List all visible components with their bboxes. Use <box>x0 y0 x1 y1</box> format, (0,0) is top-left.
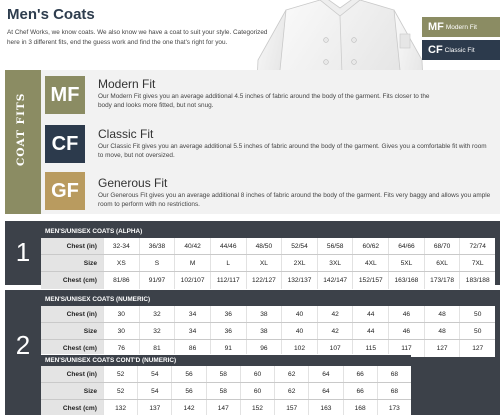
table-cell: 96 <box>246 340 282 357</box>
table-cell: 3XL <box>317 255 353 271</box>
table-cell: 48 <box>424 306 460 322</box>
generous-fit-title: Generous Fit <box>98 176 168 190</box>
modern-fit-description <box>98 77 438 110</box>
table-cell: 117 <box>388 340 424 357</box>
table-cell: 38 <box>246 323 282 339</box>
table-cell: 81 <box>139 340 175 357</box>
table-cell: 66 <box>343 383 377 399</box>
table-cell: 62 <box>274 383 308 399</box>
numeric-size-table <box>41 294 495 357</box>
table-cell: 81/86 <box>103 272 139 289</box>
page-title: Men's Coats <box>7 6 95 23</box>
table-cell: 102/107 <box>174 272 210 289</box>
modern-fit-badge: MF <box>45 76 85 114</box>
classic-fit-title: Classic Fit <box>98 127 154 141</box>
table-cell: 56/58 <box>317 238 353 254</box>
table-cell: 58 <box>206 366 240 382</box>
table-cell: 68/70 <box>424 238 460 254</box>
coat-fits-label: COAT FITS <box>15 92 27 166</box>
table-cell: 56 <box>171 366 205 382</box>
table-cell: 173 <box>377 400 411 415</box>
modern-fit-tag-abbr: MF <box>428 21 444 33</box>
table-cell: 32-34 <box>103 238 139 254</box>
row-label: Size <box>41 323 103 339</box>
table-row <box>41 272 495 289</box>
table-cell: 36 <box>210 306 246 322</box>
generous-fit-badge: GF <box>45 172 85 210</box>
table-cell: 68 <box>377 366 411 382</box>
table-row <box>41 255 495 272</box>
table-cell: 44/46 <box>210 238 246 254</box>
table-cell: 72/74 <box>459 238 495 254</box>
table-cell: 36/38 <box>139 238 175 254</box>
table-cell: XL <box>246 255 282 271</box>
table-cell: 52 <box>103 383 137 399</box>
table-cell: 173/178 <box>424 272 460 289</box>
table-cell: 54 <box>137 383 171 399</box>
table-cell: 127 <box>424 340 460 357</box>
table-cell: 5XL <box>388 255 424 271</box>
table-cell: 6XL <box>424 255 460 271</box>
table-row <box>41 366 411 383</box>
table-cell: 58 <box>206 383 240 399</box>
table-cell: 48 <box>424 323 460 339</box>
classic-fit-badge: CF <box>45 125 85 163</box>
table-row <box>41 238 495 255</box>
alpha-size-table <box>41 226 495 289</box>
table-cell: 64/66 <box>388 238 424 254</box>
table-cell: S <box>139 255 175 271</box>
table-cell: 40 <box>281 323 317 339</box>
classic-fit-tag-name: Classic Fit <box>444 46 475 54</box>
modern-fit-title: Modern Fit <box>98 77 156 91</box>
table-cell: 102 <box>281 340 317 357</box>
row-label: Size <box>41 383 103 399</box>
table-cell: 163/168 <box>388 272 424 289</box>
table-row <box>41 400 411 415</box>
table-title: MEN'S/UNISEX COATS (ALPHA) <box>41 226 495 238</box>
table-cell: 122/127 <box>246 272 282 289</box>
table-cell: 52/54 <box>281 238 317 254</box>
table-cell: 68 <box>377 383 411 399</box>
row-label: Chest (cm) <box>41 400 103 415</box>
table-cell: 132/137 <box>281 272 317 289</box>
table-cell: 60 <box>240 366 274 382</box>
section-number: 2 <box>15 330 31 360</box>
table-cell: 42 <box>317 306 353 322</box>
table-cell: 168 <box>343 400 377 415</box>
table-row <box>41 383 411 400</box>
table-cell: 60 <box>240 383 274 399</box>
table-cell: 44 <box>352 323 388 339</box>
table-cell: 137 <box>137 400 171 415</box>
table-cell: 115 <box>352 340 388 357</box>
table-cell: 152 <box>240 400 274 415</box>
table-cell: 50 <box>459 306 495 322</box>
table-title: MEN'S/UNISEX COATS (NUMERIC) <box>41 294 495 306</box>
row-label: Chest (in) <box>41 306 103 322</box>
generous-fit-text: Our Generous Fit gives you an average additional 8 inches of fabric around the body of the garment. Fits very baggy and allows you ample room to perform with no restrictions. <box>98 192 491 208</box>
table-row <box>41 323 495 340</box>
table-cell: 132 <box>103 400 137 415</box>
table-cell: 127 <box>459 340 495 357</box>
table-cell: 30 <box>103 323 139 339</box>
row-label: Chest (cm) <box>41 340 103 357</box>
modern-fit-tag-name: Modern Fit <box>445 23 477 31</box>
table-cell: 86 <box>174 340 210 357</box>
classic-fit-text: Our Classic Fit gives you an average additional 5.5 inches of fabric around the body of the garment. Gives you a comfortable fit with room to move, but not oversized. <box>98 143 487 159</box>
table-cell: 32 <box>139 323 175 339</box>
modern-fit-tag <box>422 17 500 37</box>
table-cell: 38 <box>246 306 282 322</box>
table-cell: 34 <box>174 306 210 322</box>
table-cell: 32 <box>139 306 175 322</box>
generous-fit-description <box>98 176 493 209</box>
table-cell: 64 <box>308 383 342 399</box>
table-cell: 40 <box>281 306 317 322</box>
table-cell: 60/62 <box>352 238 388 254</box>
table-cell: 107 <box>317 340 353 357</box>
table-cell: M <box>174 255 210 271</box>
table-cell: 40/42 <box>174 238 210 254</box>
table-cell: 142 <box>171 400 205 415</box>
table-body <box>41 306 495 357</box>
table-cell: 56 <box>171 383 205 399</box>
table-cell: 142/147 <box>317 272 353 289</box>
table-cell: 163 <box>308 400 342 415</box>
table-cell: L <box>210 255 246 271</box>
table-cell: 157 <box>274 400 308 415</box>
table-cell: 4XL <box>352 255 388 271</box>
table-cell: 152/157 <box>352 272 388 289</box>
table-cell: 147 <box>206 400 240 415</box>
table-cell: 46 <box>388 306 424 322</box>
row-label: Chest (cm) <box>41 272 103 289</box>
table-cell: 91/97 <box>139 272 175 289</box>
table-cell: 2XL <box>281 255 317 271</box>
row-label: Chest (in) <box>41 238 103 254</box>
classic-fit-tag <box>422 40 500 60</box>
table-cell: 66 <box>343 366 377 382</box>
numeric-contd-size-table <box>41 354 411 415</box>
table-cell: 30 <box>103 306 139 322</box>
section-number: 1 <box>15 237 31 267</box>
table-cell: 54 <box>137 366 171 382</box>
table-title: MEN'S/UNISEX COATS CONT'D (NUMERIC) <box>41 354 411 366</box>
table-cell: 76 <box>103 340 139 357</box>
table-row <box>41 306 495 323</box>
table-cell: 44 <box>352 306 388 322</box>
table-cell: 62 <box>274 366 308 382</box>
table-body <box>41 366 411 415</box>
classic-fit-description <box>98 127 493 160</box>
row-label: Chest (in) <box>41 366 103 382</box>
modern-fit-text: Our Modern Fit gives you an average additional 4.5 inches of fabric around the body of the garment. Fits closer to the body and looks more fitted, but not snug. <box>98 93 430 109</box>
table-cell: 34 <box>174 323 210 339</box>
row-label: Size <box>41 255 103 271</box>
table-cell: 46 <box>388 323 424 339</box>
table-body <box>41 238 495 289</box>
table-cell: 42 <box>317 323 353 339</box>
table-cell: 91 <box>210 340 246 357</box>
table-cell: 183/188 <box>459 272 495 289</box>
table-cell: XS <box>103 255 139 271</box>
table-cell: 64 <box>308 366 342 382</box>
table-cell: 50 <box>459 323 495 339</box>
intro-text: At Chef Works, we know coats. We also know we have a coat to suit your style. Categorized here in 3 different fits, end the guess work and find the one that's right for you. <box>7 29 268 46</box>
table-cell: 52 <box>103 366 137 382</box>
table-cell: 7XL <box>459 255 495 271</box>
table-cell: 112/117 <box>210 272 246 289</box>
classic-fit-tag-abbr: CF <box>428 44 443 56</box>
table-cell: 36 <box>210 323 246 339</box>
table-cell: 48/50 <box>246 238 282 254</box>
